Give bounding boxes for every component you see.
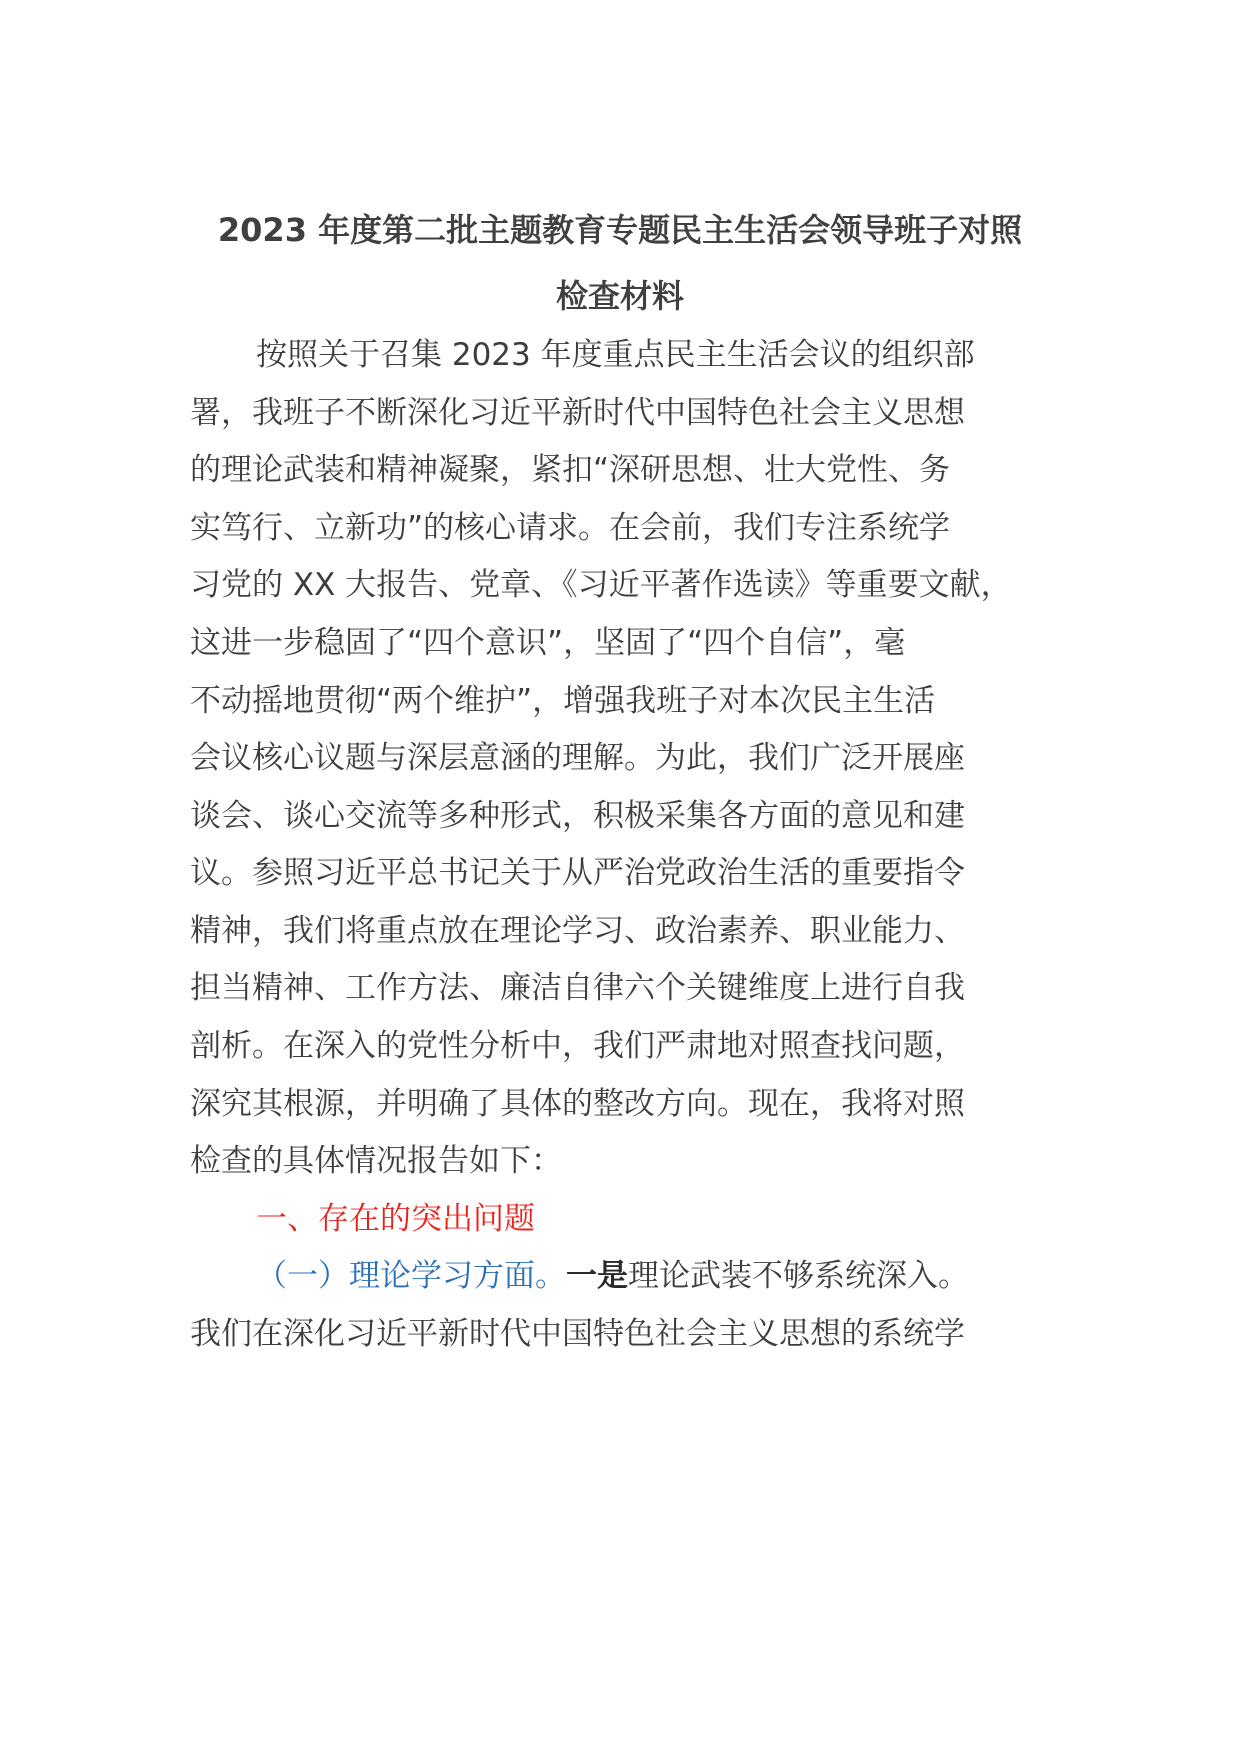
body-line: 谈会、谈心交流等多种形式，积极采集各方面的意见和建 — [190, 798, 965, 834]
body-line: 检查的具体情况报告如下： — [190, 1143, 562, 1179]
subsection-label: （一）理论学习方面。 — [256, 1258, 566, 1294]
body-line: 署，我班子不断深化习近平新时代中国特色社会主义思想 — [190, 395, 965, 431]
body-line: 这进一步稳固了“四个意识”，坚固了“四个自信”，毫 — [190, 625, 906, 661]
body-line: 深究其根源，并明确了具体的整改方向。现在，我将对照 — [190, 1086, 965, 1122]
subsection-paragraph — [256, 1254, 969, 1298]
body-line: 实笃行、立新功”的核心请求。在会前，我们专注系统学 — [190, 510, 951, 546]
bold-lead: 一是 — [566, 1258, 628, 1294]
body-line: 的理论武装和精神凝聚，紧扣“深研思想、壮大党性、务 — [190, 452, 951, 488]
body-line: 我们在深化习近平新时代中国特色社会主义思想的系统学 — [190, 1316, 965, 1352]
section-heading: 一、存在的突出问题 — [256, 1201, 535, 1237]
body-line: 精神，我们将重点放在理论学习、政治素养、职业能力、 — [190, 913, 965, 949]
document-title-line-2: 检查材料 — [555, 277, 684, 315]
body-line: 会议核心议题与深层意涵的理解。为此，我们广泛开展座 — [190, 740, 965, 776]
body-line: 议。参照习近平总书记关于从严治党政治生活的重要指令 — [190, 855, 965, 891]
body-line: 剖析。在深入的党性分析中，我们严肃地对照查找问题， — [190, 1028, 965, 1064]
body-line: 不动摇地贯彻“两个维护”，增强我班子对本次民主生活 — [190, 683, 936, 719]
document-title-line-1: 2023 年度第二批主题教育专题民主生活会领导班子对照 — [217, 211, 1023, 249]
body-line: 习党的 XX 大报告、党章、《习近平著作选读》等重要文献， — [190, 567, 1012, 603]
body-line: 担当精神、工作方法、廉洁自律六个关键维度上进行自我 — [190, 970, 965, 1006]
body-line: 按照关于召集 2023 年度重点民主生活会议的组织部 — [256, 337, 975, 373]
subsection-text: 理论武装不够系统深入。 — [628, 1258, 969, 1294]
